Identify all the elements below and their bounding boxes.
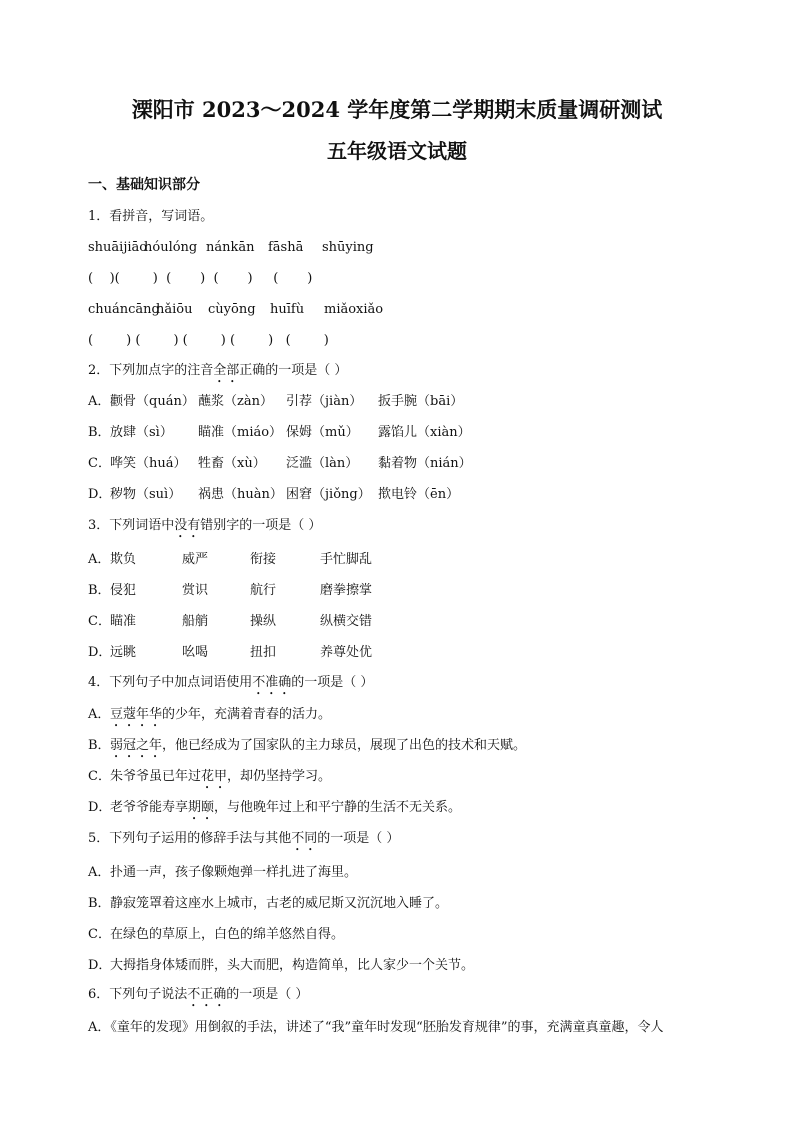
option-label: D． [88, 800, 112, 815]
option-item: 扭扣 [250, 645, 277, 660]
exam-title: 溧阳市 2023～2024 学年度第二学期期末质量调研测试 [131, 97, 663, 122]
option-text: 扑通一声，孩子像颗炮弹一样扎进了海里。 [110, 865, 358, 880]
option-item: 牲畜（xù） [198, 456, 266, 471]
q1-pinyin-row-1 [88, 239, 374, 257]
option-label: A． [88, 394, 111, 409]
stem-emphasis: 不正确 [187, 987, 227, 1002]
pinyin: huīfù [270, 302, 305, 317]
option-emphasis: 豆蔻年华 [110, 707, 163, 722]
option-item: 引荐（jiàn） [286, 394, 363, 409]
option-item: 侵犯 [110, 583, 137, 598]
q3-option-c[interactable] [88, 613, 372, 631]
q5-option-b[interactable] [88, 895, 448, 913]
q1-blanks-row-2[interactable]: ( ) ( ) ( ) ( ) ( ) [88, 333, 329, 348]
option-text: 的少年，充满着青春的活力。 [162, 707, 332, 722]
section-heading: 一、基础知识部分 [88, 177, 200, 193]
q2-option-b[interactable] [88, 424, 471, 442]
option-label: A． [88, 707, 111, 722]
option-label: B． [88, 896, 111, 911]
stem-text: 的一项是（ ） [226, 987, 309, 1002]
option-label: B． [88, 583, 111, 598]
stem-text: 2．下列加点字的注音 [88, 363, 214, 378]
option-item: 航行 [250, 583, 277, 598]
option-label: B． [88, 738, 111, 753]
option-label: D． [88, 487, 112, 502]
option-text: ，却仍坚持学习。 [227, 769, 332, 784]
option-item: 磨拳擦掌 [320, 583, 373, 598]
pinyin: hóulóng [144, 240, 198, 255]
q5-stem [88, 830, 399, 854]
option-item: 扳手腕（bāi） [378, 394, 464, 409]
option-item: 威严 [182, 552, 209, 567]
q1-pinyin-row-2 [88, 301, 383, 319]
exam-subtitle: 五年级语文试题 [327, 139, 467, 163]
option-label: C． [88, 614, 111, 629]
pinyin: miǎoxiǎo [324, 302, 384, 317]
option-item: 操纵 [250, 614, 277, 629]
pinyin: shuāijiāo [88, 240, 148, 255]
option-item: 吆喝 [182, 645, 209, 660]
option-text: 在绿色的草原上，白色的绵羊悠然自得。 [110, 927, 345, 942]
option-item: 瞄准（miáo） [198, 425, 283, 440]
q2-stem [88, 362, 347, 386]
stem-text: 的一项是（ ） [291, 675, 374, 690]
option-item: 黏着物（nián） [378, 456, 472, 471]
option-item: 纵横交错 [320, 614, 373, 629]
pinyin: cùyōng [208, 302, 256, 317]
stem-text: 错别字的一项是（ ） [200, 518, 322, 533]
option-label: A． [88, 865, 111, 880]
option-label: C． [88, 456, 111, 471]
q1-stem: 1．看拼音，写词语。 [88, 209, 214, 224]
option-text: 朱爷爷虽已年过 [110, 769, 202, 784]
option-item: 祸患（huàn） [198, 487, 283, 502]
option-label: A． [88, 552, 111, 567]
stem-emphasis: 没有 [174, 518, 201, 533]
option-item: 衔接 [250, 552, 277, 567]
option-emphasis: 期颐 [188, 800, 215, 815]
q6-stem [88, 986, 308, 1010]
q4-option-d[interactable] [88, 799, 461, 823]
q1-blanks-row-1[interactable]: ( )( ) ( ) ( ) ( ) [88, 271, 313, 286]
option-label: C． [88, 769, 111, 784]
option-emphasis: 弱冠之年 [110, 738, 163, 753]
pinyin: shūying [322, 240, 374, 255]
option-item: 蘸浆（zàn） [198, 394, 273, 409]
stem-text: 正确的一项是（ ） [239, 363, 348, 378]
stem-text: 6．下列句子说法 [88, 987, 188, 1002]
stem-text: 4．下列句子中加点词语使用 [88, 675, 253, 690]
option-item: 欺负 [110, 552, 137, 567]
q5-option-c[interactable] [88, 926, 344, 944]
pinyin: chuáncāng [88, 302, 160, 317]
option-item: 泛滥（làn） [286, 456, 359, 471]
option-item: 秽物（suì） [110, 487, 182, 502]
q4-option-c[interactable] [88, 768, 331, 792]
option-label: D． [88, 645, 112, 660]
q4-stem [88, 674, 373, 698]
pinyin: fāshā [268, 240, 304, 255]
option-label: B． [88, 425, 111, 440]
option-item: 揿电铃（ēn） [378, 487, 460, 502]
q6-option-a[interactable]: A．《童年的发现》用倒叙的手法，讲述了“我”童年时发现“胚胎发育规律”的事，充满童真童趣，令人 [88, 1020, 664, 1035]
option-item: 手忙脚乱 [320, 552, 373, 567]
option-text: 老爷爷能寿享 [110, 800, 189, 815]
option-item: 放肆（sì） [110, 425, 173, 440]
option-text: ，他已经成为了国家队的主力球员，展现了出色的技术和天赋。 [162, 738, 527, 753]
stem-text: 5．下列句子运用的修辞手法与其他 [88, 831, 292, 846]
q4-option-b[interactable] [88, 737, 526, 761]
q3-option-b[interactable] [88, 582, 372, 600]
option-item: 养尊处优 [320, 645, 373, 660]
stem-emphasis: 不同 [291, 831, 318, 846]
q2-option-a[interactable] [88, 393, 463, 411]
stem-text: 的一项是（ ） [317, 831, 400, 846]
q2-option-d[interactable] [88, 486, 459, 504]
q5-option-a[interactable] [88, 864, 357, 882]
option-item: 保姆（mǔ） [286, 425, 359, 440]
pinyin: hǎiōu [156, 302, 193, 317]
option-item: 哗笑（huá） [110, 456, 187, 471]
option-item: 困窘（jiǒng） [286, 487, 371, 502]
pinyin: nánkān [206, 240, 255, 255]
option-item: 颧骨（quán） [110, 394, 195, 409]
q3-option-a[interactable] [88, 551, 372, 569]
option-text: ，与他晚年过上和平宁静的生活不无关系。 [214, 800, 462, 815]
option-label: D． [88, 958, 112, 973]
option-text: 大拇指身体矮而胖，头大而肥，构造简单，比人家少一个关节。 [110, 958, 475, 973]
option-emphasis: 花甲 [201, 769, 228, 784]
q2-option-c[interactable] [88, 455, 472, 473]
option-item: 远眺 [110, 645, 137, 660]
stem-emphasis: 不准确 [252, 675, 292, 690]
q3-option-d[interactable] [88, 644, 372, 662]
option-item: 露馅儿（xiàn） [378, 425, 471, 440]
option-item: 瞄准 [110, 614, 137, 629]
option-label: C． [88, 927, 111, 942]
q4-option-a[interactable] [88, 706, 331, 730]
stem-text: 3．下列词语中 [88, 518, 175, 533]
option-item: 船艄 [182, 614, 209, 629]
option-item: 赏识 [182, 583, 209, 598]
q3-stem [88, 517, 321, 541]
option-text: 静寂笼罩着这座水上城市，古老的威尼斯又沉沉地入睡了。 [110, 896, 449, 911]
stem-emphasis: 全部 [213, 363, 240, 378]
q5-option-d[interactable] [88, 957, 474, 975]
